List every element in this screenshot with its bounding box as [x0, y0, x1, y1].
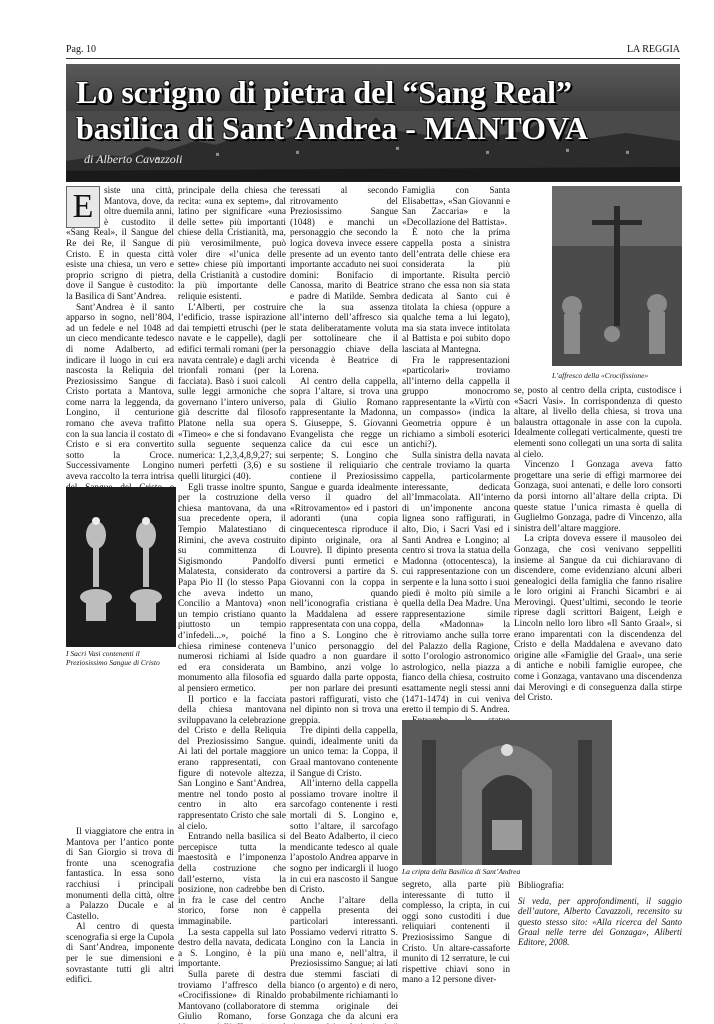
paragraph: Vincenzo I Gonzaga aveva fatto progettare una serie di effigi marmoree dei Gonzaga, suoi antenati, e delle loro consorti da porsi intorno all’altare della cripta. Di queste statue l’unica rimasta è quella di Guglielmo Gonzaga, padre di Vincenzo, alla sinistra dell’altare maggiore.: [514, 460, 682, 534]
title-line-2: basilica di Sant’Andrea - MANTOVA: [76, 110, 589, 146]
paragraph: È noto che la prima cappella posta a sinistra dell’entrata delle chiese era considerata la più importante. Risulta perciò strano che essa non sia stata dedicata al Santo cui è titolata la chiesa (oppure a qualche tema a lui legato), ma sia stata invece intitolata al Battista e poi subito dopo lasciata al Mantegna.: [402, 228, 510, 355]
title-banner: [66, 64, 680, 182]
bibliography-text: Si veda, per approfondimenti, il saggio dell’autore, Alberto Cavazzoli, recensito su questo stesso sito: «Alla ricerca del Santo Graal nelle terre dei Gonzaga», Aliberti Editore, 2008.: [518, 896, 682, 948]
bibliography: [518, 880, 682, 947]
header-rule: [66, 58, 680, 59]
paragraph: Al centro della cappella, sopra l’altare, si trova una pala di Giulio Romano rappresentante la Madonna, S. Giuseppe, S. Giovanni Evangelista che regge un calice da cui esce un serpente; S. Longino che sostiene il reliquiario che contiene il Preziosissimo Sangue e guarda idealmente verso il quadro del «Ritrovamento» ed i pastori adoranti (una copia cinquecentesca riproduce il dipinto originale, ora al Louvre). Il dipinto presenta diversi punti ermetici e controversi a partire da S. Giovanni con la coppa in mano, quando nell’iconografia cristiana è la Maddalena ad essere rappresentata con una coppa, fino a S. Longino che è l’unico personaggio del quadro a non guardare il Bambino, anzi volge lo sguardo dalla parte opposta, per non parlare dei presunti pastori raffigurati, visto che nel dipinto non si trova una greppia.: [290, 376, 398, 726]
caption-sacri-vasi: I Sacri Vasi contenenti il Preziosissimo Sangue di Cristo: [66, 649, 160, 667]
paragraph: principale della chiesa che recita: «una ex septem», dal latino per significare «una delle sette» più importanti chiese della Cristianità, ma, più verosimilmente, può voler dire «l’unica delle sette» chiese più importanti della Cristianità a custodire la più importante delle reliquie esistenti.: [178, 186, 286, 302]
bibliography-heading: Bibliografia:: [518, 880, 564, 890]
caption-affresco: L’affresco della «Crocifissione»: [552, 371, 649, 380]
sacri-vasi-photo: [66, 487, 176, 647]
paragraph: Fra le rappresentazioni «particolari» troviamo all’interno della cappella il gruppo monocromo rappresentante la «Virtù con un compasso» (indica la Geometria oppure è un richiamo a simboli esoterici antichi?).: [402, 355, 510, 451]
paragraph: Al centro di questa scenografia si erge la Cupola di Sant’Andrea, imponente per le sue dimensioni e sovrastante tutti gli altri edifici.: [66, 922, 174, 986]
paragraph: Sant’Andrea è il santo apparso in sogno, nell’804, ad un fedele e nel 1048 ad un cieco mendicante tedesco di nome Adalberto, ad indicare il luogo in cui era nascosta la Reliquia del Preziosissimo Sangue di Cristo portata a Mantova, come narra la leggenda, da Longino, il centurione romano che aveva trafitto con la sua lancia il costato di Cristo e si era convertito sotto la Croce. Successivamente Longino aveva raccolto la terra intrisa: [66, 302, 174, 483]
paragraph: Sulla sinistra della navata centrale troviamo la quarta cappella, particolarmente interessante, dedicata all’Immacolata. All’interno di un’imponente ancona lignea sono raffigurati, in alto, Dio, i Sacri Vasi ed i Santi Andrea e Longino; al centro si trova la statua della Madonna (ottocentesca), la cui rappresentazione con un serpente e la luna sotto i suoi piedi è molto più simile a quella della Dea Madre. Una rappresentazione simile della «Madonna» la ritroviamo anche sulla torre del Palazzo della Ragione, sotto l’orologio astronomico astrologico, nella piazza a fianco della chiesa, costruito esattamente negli stessi anni (1471-1474) in cui veniva eretto il tempio di S. Andrea.: [402, 450, 510, 716]
column-4: [402, 186, 510, 798]
paragraph: La cripta doveva essere il mausoleo dei Gonzaga, che così venivano seppelliti insieme al Sangue da cui dichiaravano di discendere, come evidenziano alcuni alberi genealogici della famiglia che fanno risalire le loro origini ai Franchi Sicambri e ai Merovingi. Quest’ultimi, secondo le teorie riprese dagli scrittori Baigent, Leigh e Lincoln nello loro libro «Il Santo Graal», si erano imparentati con la discendenza del Cristo e della Maddalena e avevano dato origine alle «Famiglie del Graal», una serie di antiche e nobili famiglie europee, che come i Gonzaga, vantavano una discendenza dai Merovingi e di conseguenza dalla stirpe del Cristo.: [514, 534, 682, 704]
magazine-name: LA REGGIA: [626, 44, 680, 55]
paragraph: Il viaggiatore che entra in Mantova per l’antico ponte di San Giorgio si trova di fronte una scenografia fantastica. In essa sono racchiusi i principali monumenti della città, oltre a Palazzo Ducale e al Castello.: [66, 826, 174, 922]
paragraph: Sulla parete di destra troviamo l’affresco della «Crocifissione» di Rinaldo Mantovano (collaboratore di Giulio Romano, forse: [178, 969, 286, 1023]
author-byline: di Alberto Cavazzoli: [84, 152, 183, 166]
article-title: [76, 74, 676, 146]
paragraph: All’interno della cappella possiamo trovare inoltre il sarcofago contenente i resti mortali di S. Longino e, sotto l’altare, il sarcofago del Beato Adalberto, il cieco mendicante tedesco al quale l’apostolo Andrea apparve in sogno per indicargli il luogo in cui era nascosto il Sangue di Cristo.: [290, 779, 398, 896]
column-3: [290, 186, 398, 1024]
affresco-crocifissione-photo: [552, 186, 682, 366]
paragraph: teressati al secondo ritrovamento del Preziosissimo Sangue (1048) e manchi un personaggio che secondo la logica doveva invece essere presente ad un evento tanto importante accaduto nei suoi domini: Bonifacio di Canossa, marito di Beatrice e padre di Matilde. Sembra che la sua assenza all’interno dell’affresco sia stata deliberatamente voluta per sottolineare che il personaggio chiave della vicenda è Beatrice di Lorena.: [290, 186, 398, 377]
column-5: [514, 386, 682, 716]
cripta-photo: [402, 720, 612, 865]
paragraph: se, posto al centro della cripta, custodisce i «Sacri Vasi». In corrispondenza di questo altare, al livello della chiesa, si trova una balaustra ottagonale in asse con la cupola. Idealmente collegati verticalmente, questi tre elementi sono collegati un una sorta di salita al cielo.: [514, 386, 682, 460]
paragraph: Il portico e la facciata della chiesa mantovana sviluppavano la celebrazione del Cristo e della Reliquia del Preziosissimo Sangue. Ai lati del portale maggiore erano rappresentati, con figure di notevole altezza, San Longino e Sant’Andrea, mentre nel tondo posto al centro in alto era rappresentato Cristo che sale al cielo.: [178, 694, 286, 832]
caption-cripta: La cripta della Basilica di Sant’Andrea: [402, 867, 521, 876]
paragraph: La sesta cappella sul lato destro della navata, dedicata a S. Longino, è la più importante.: [178, 927, 286, 970]
title-line-1: Lo scrigno di pietra del “Sang Real”: [76, 74, 573, 110]
intro-text: siste una città, Mantova, dove, da oltre duemila anni, è custodito il «Sang Real», il Sangue del Re dei Re, il Sangue di Cristo. E in questa città esiste una chiesa, un vero e proprio scrigno di pietra, dove il Sangue è custodito: la Basilica di Sant’Andrea.: [66, 186, 174, 302]
paragraph: L’Alberti, per costruire l’edificio, trasse ispirazione dai tempietti etruschi (per le navate e le cappelle), dagli edifici termali romani (per la navata centrale) e dagli archi trionfali romani (per la facciata). Basò i suoi calcoli sulle leggi armoniche che governano l’intero universo, già descritte dal filosofo Platone nella sua opera «Timeo» e che si fondavano sulla seguente sequenza numerica: 1,2,3,4,8,9,27; sui numeri perfetti (3,6) e su quelli liturgici (40).: [178, 302, 286, 483]
drop-cap: E: [66, 186, 100, 228]
paragraph: Anche l’altare della cappella presenta dei particolari interessanti. Possiamo vedervi ritratto S. Longino con la Lancia in una mano e, nell’altra, il Preziosissimo Sangue; ai lati due stemmi fasciati di bianco (o argento) e di nero, probabilmente richiamanti lo stemma originale dei Gonzaga che da alcuni era: [290, 895, 398, 1023]
column-2: [178, 186, 286, 1024]
paragraph: Tre dipinti della cappella, quindi, idealmente uniti da un unico tema: la Coppa, il Graal mantovano contenente il Sangue di Cristo.: [290, 726, 398, 779]
intro-paragraph: [66, 186, 174, 303]
page-number: Pag. 10: [66, 44, 96, 55]
paragraph: Egli trasse inoltre spunto, per la costruzione della chiesa mantovana, da una sua precedente opera, il Tempio Malatestiano di Rimini, che aveva costruito su committenza di Sigismondo Pandolfo Malatesta, considerato da Papa Pio II (lo stesso Papa che aveva indetto un Concilio a Mantova) «non un tempio cristiano quanto piuttosto un tempio d’infedeli...», poiché la chiesa riminese conteneva numerosi richiami al Iside ed era considerata un monumento alla filosofia ed al pensiero ermetico.: [178, 482, 286, 694]
paragraph: segreto, alla parte più interessante di tutto il complesso, la cripta, in cui oggi sono custoditi i due reliquiari contenenti il Preziosissimo Sangue di Cristo. Un altare-cassaforte munito di 12 serrature, le cui rispettive chiavi sono in mano a 12 persone diver-: [402, 880, 510, 986]
paragraph: Entrando nella basilica si percepisce tutta la maestosità e l’imponenza della costruzione che dall’esterno, vista la posizione, non cadrebbe ben in fra le case del centro storico, forse non è immaginabile.: [178, 832, 286, 927]
paragraph: Famiglia con Santa Elisabetta», «San Giovanni e San Zaccaria» e la «Decollazione del Battista».: [402, 186, 510, 228]
column-4-continuation: [402, 880, 510, 990]
